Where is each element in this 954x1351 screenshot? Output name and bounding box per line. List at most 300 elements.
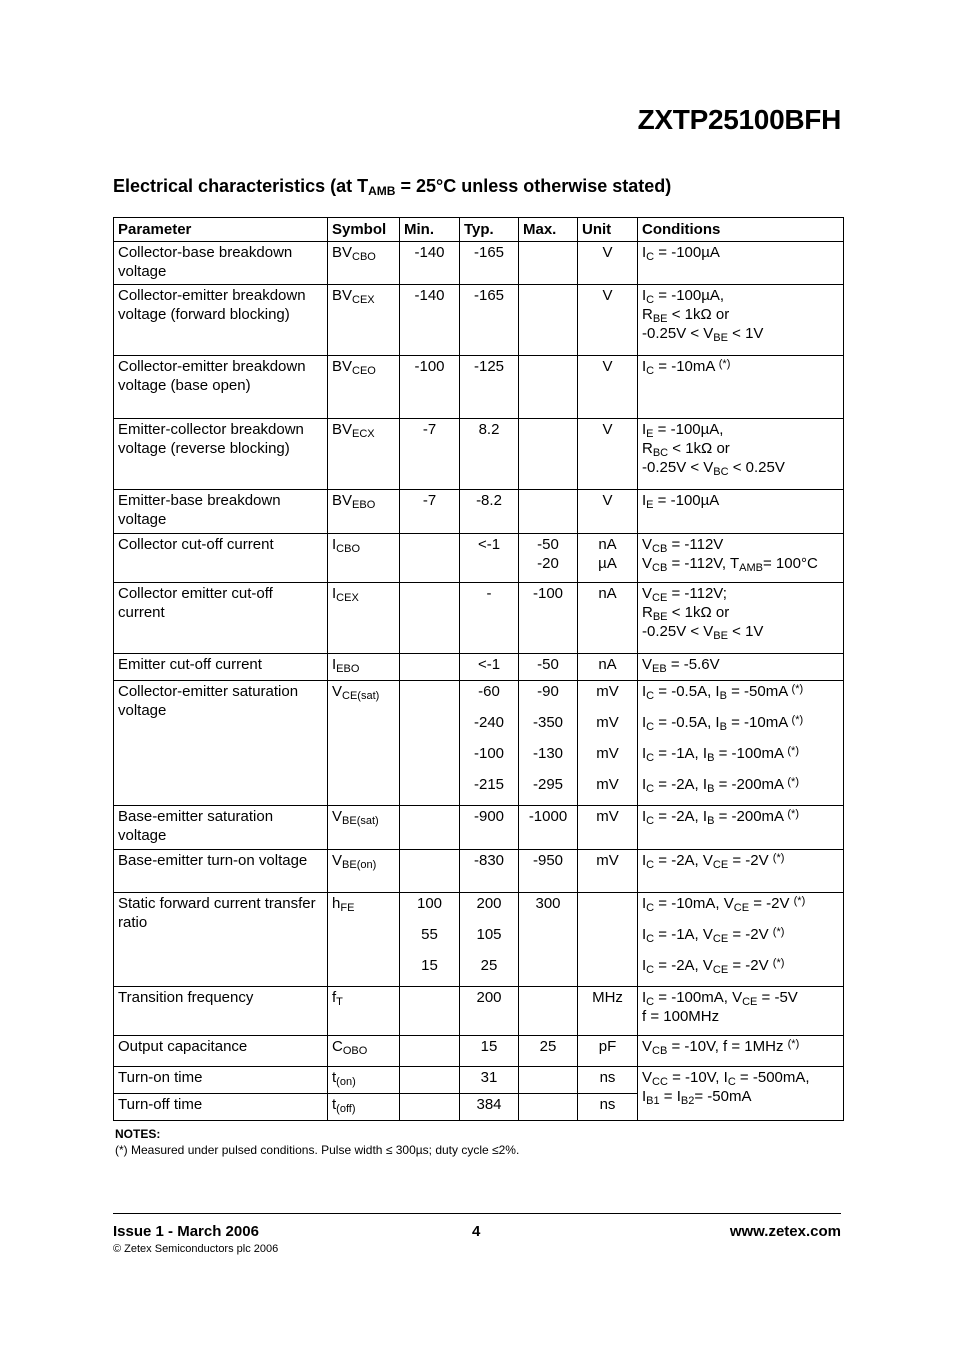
table-row — [114, 1067, 844, 1094]
max-cell — [519, 419, 578, 490]
min-cell — [400, 681, 460, 806]
condition-subscript: CE — [652, 592, 668, 604]
unit-value: nA — [598, 536, 617, 553]
parameter-cell: Collector emitter cut-off current — [114, 583, 328, 654]
unit-cell — [578, 242, 638, 285]
condition-note-marker: (*) — [772, 957, 785, 969]
max-value: -100 — [532, 585, 564, 602]
footer-website: www.zetex.com — [729, 1223, 841, 1240]
min-cell — [400, 490, 460, 534]
column-header: Unit — [578, 218, 638, 242]
table-body — [114, 242, 844, 1121]
table-row — [114, 806, 844, 850]
condition-subscript: CE — [712, 859, 729, 871]
max-value: -130 — [532, 745, 564, 762]
condition-subscript: B — [707, 783, 715, 795]
symbol-subscript: (on) — [336, 1076, 356, 1088]
condition-line — [642, 988, 839, 1007]
condition-text: = -2V — [728, 957, 773, 974]
symbol-subscript: CBO — [352, 251, 376, 263]
condition-text: I — [642, 776, 647, 793]
max-cell — [519, 356, 578, 419]
typ-cell — [460, 534, 519, 583]
symbol-cell — [328, 806, 400, 850]
condition-subscript: CB — [652, 1045, 668, 1057]
condition-line — [642, 622, 839, 641]
condition-subscript: CB — [652, 562, 668, 574]
condition-line — [642, 956, 839, 975]
condition-text: < 1kΩ or — [667, 306, 730, 323]
min-value: -7 — [422, 421, 437, 438]
parameter-cell: Static forward current transfer ratio — [114, 893, 328, 987]
table-row — [114, 583, 844, 654]
unit-cell — [578, 1094, 638, 1121]
condition-subscript: CB — [652, 543, 668, 555]
condition-line — [642, 535, 839, 554]
condition-text: < 0.25V — [728, 459, 785, 476]
column-header: Typ. — [460, 218, 519, 242]
typ-value: -8.2 — [476, 492, 502, 509]
condition-line — [642, 243, 839, 262]
condition-text: R — [642, 604, 653, 621]
condition-note-marker: (*) — [787, 776, 799, 788]
condition-text: V — [642, 1038, 653, 1055]
condition-text: I — [642, 745, 647, 762]
condition-text: -0.25V < V — [642, 623, 714, 640]
condition-text: = -100µA — [653, 492, 720, 509]
symbol-subscript: FE — [340, 902, 355, 914]
min-value: -140 — [414, 287, 445, 304]
typ-cell — [460, 654, 519, 681]
unit-value: V — [602, 244, 613, 261]
parameter-cell: Emitter-collector breakdown voltage (reverse blocking) — [114, 419, 328, 490]
condition-text: < 1V — [727, 623, 764, 640]
min-cell — [400, 534, 460, 583]
condition-text: = -50mA — [726, 683, 792, 700]
typ-cell — [460, 419, 519, 490]
condition-subscript: C — [646, 815, 655, 827]
symbol-subscript: (off) — [336, 1103, 356, 1115]
max-value: -50 — [537, 536, 559, 553]
unit-cell — [578, 987, 638, 1036]
symbol-cell — [328, 419, 400, 490]
condition-subscript: E — [646, 499, 654, 511]
condition-text: V — [642, 585, 653, 602]
max-value: -950 — [532, 852, 564, 869]
condition-subscript: E — [646, 428, 654, 440]
section-heading — [113, 176, 671, 197]
max-value: 300 — [535, 895, 561, 912]
condition-note-marker: (*) — [772, 926, 785, 938]
symbol-cell — [328, 850, 400, 893]
condition-subscript: B — [707, 815, 715, 827]
parameter-cell: Collector-base breakdown voltage — [114, 242, 328, 285]
condition-subscript: CE — [733, 902, 750, 914]
symbol-base: V — [332, 852, 343, 869]
max-value: -50 — [537, 656, 559, 673]
typ-cell — [460, 1036, 519, 1067]
symbol-subscript: CEO — [352, 365, 376, 377]
max-cell — [519, 1067, 578, 1094]
condition-text: V — [642, 536, 653, 553]
min-cell — [400, 583, 460, 654]
unit-value: V — [602, 492, 613, 509]
condition-line — [642, 458, 839, 477]
condition-text: = 100°C — [763, 555, 818, 572]
max-value: -350 — [532, 714, 564, 731]
min-cell — [400, 285, 460, 356]
condition-text: < 1V — [727, 325, 764, 342]
typ-value: -165 — [473, 287, 505, 304]
condition-text: = I — [659, 1088, 681, 1105]
conditions-cell — [638, 583, 844, 654]
typ-value: <-1 — [477, 656, 501, 673]
max-cell — [519, 681, 578, 806]
min-cell — [400, 850, 460, 893]
notes-text: (*) Measured under pulsed conditions. Pulse width ≤ 300µs; duty cycle ≤2%. — [115, 1143, 520, 1157]
condition-text: = -100µA, — [654, 287, 725, 304]
condition-subscript: B2 — [680, 1095, 695, 1107]
table-row — [114, 893, 844, 987]
condition-text: V — [642, 1069, 653, 1086]
symbol-cell — [328, 1094, 400, 1121]
unit-cell — [578, 654, 638, 681]
condition-note-marker: (*) — [772, 852, 785, 864]
min-cell — [400, 654, 460, 681]
symbol-cell — [328, 285, 400, 356]
max-cell — [519, 534, 578, 583]
condition-line — [642, 491, 839, 510]
max-value: -20 — [537, 555, 559, 572]
condition-note-marker: (*) — [791, 714, 804, 726]
condition-line — [642, 851, 839, 870]
condition-line — [642, 420, 839, 439]
condition-line — [642, 775, 839, 794]
conditions-cell — [638, 681, 844, 806]
condition-text: = -500mA, — [735, 1069, 810, 1086]
max-cell — [519, 893, 578, 987]
typ-cell — [460, 490, 519, 534]
parameter-cell: Collector-emitter breakdown voltage (base open) — [114, 356, 328, 419]
parameter-cell: Collector-emitter breakdown voltage (forward blocking) — [114, 285, 328, 356]
condition-text: -0.25V < V — [642, 325, 714, 342]
symbol-subscript: EBO — [352, 499, 376, 511]
condition-note-marker: (*) — [787, 1038, 800, 1050]
condition-line — [642, 713, 839, 732]
condition-text: = -0.5A, I — [654, 683, 720, 700]
document-title: ZXTP25100BFH — [637, 104, 841, 135]
condition-text: = -0.5A, I — [654, 714, 720, 731]
condition-text: I — [642, 244, 647, 261]
unit-cell — [578, 419, 638, 490]
max-cell — [519, 285, 578, 356]
typ-value: -100 — [473, 745, 505, 762]
table-header-row — [114, 218, 844, 242]
condition-subscript: C — [646, 859, 655, 871]
unit-cell — [578, 534, 638, 583]
footer-divider — [113, 1213, 841, 1214]
condition-text: I — [642, 989, 647, 1006]
symbol-base: I — [332, 536, 337, 553]
typ-value: 200 — [476, 989, 502, 1006]
unit-cell — [578, 850, 638, 893]
symbol-cell — [328, 893, 400, 987]
max-cell — [519, 490, 578, 534]
unit-value: mV — [596, 745, 619, 762]
table-row — [114, 534, 844, 583]
max-value: -1000 — [528, 808, 568, 825]
condition-line — [642, 1068, 839, 1087]
condition-text: I — [642, 492, 647, 509]
parameter-cell: Emitter cut-off current — [114, 654, 328, 681]
symbol-base: BV — [332, 244, 353, 261]
symbol-cell — [328, 1067, 400, 1094]
condition-text: = -1A, I — [654, 745, 708, 762]
unit-value: mV — [596, 714, 619, 731]
condition-text: R — [642, 306, 653, 323]
conditions-cell — [638, 806, 844, 850]
condition-subscript: C — [646, 933, 655, 945]
max-cell — [519, 242, 578, 285]
condition-subscript: B — [719, 721, 727, 733]
condition-text: = -200mA — [714, 776, 788, 793]
unit-value: V — [602, 287, 613, 304]
conditions-cell — [638, 1067, 844, 1121]
symbol-cell — [328, 681, 400, 806]
typ-value: -215 — [473, 776, 505, 793]
condition-subscript: BE — [652, 313, 668, 325]
condition-subscript: C — [646, 902, 655, 914]
unit-cell — [578, 806, 638, 850]
symbol-subscript: ECX — [352, 428, 375, 440]
condition-note-marker: (*) — [791, 683, 804, 695]
unit-value: nA — [598, 656, 617, 673]
symbol-base: V — [332, 683, 343, 700]
condition-line — [642, 1007, 839, 1026]
condition-subscript: B1 — [646, 1095, 660, 1107]
heading-suffix: = 25°C unless otherwise stated) — [395, 176, 672, 196]
min-cell — [400, 419, 460, 490]
min-cell — [400, 893, 460, 987]
typ-value: 105 — [476, 926, 502, 943]
condition-subscript: CE — [712, 933, 729, 945]
typ-cell — [460, 356, 519, 419]
condition-subscript: BE — [713, 332, 728, 344]
condition-text: I — [642, 358, 647, 375]
condition-subscript: CE — [742, 996, 758, 1008]
unit-value: mV — [596, 776, 619, 793]
typ-cell — [460, 681, 519, 806]
condition-line — [642, 925, 839, 944]
condition-subscript: C — [646, 964, 655, 976]
parameter-cell: Collector-emitter saturation voltage — [114, 681, 328, 806]
condition-text: -0.25V < V — [642, 459, 714, 476]
table-row — [114, 1036, 844, 1067]
condition-line — [642, 584, 839, 603]
condition-text: = -2V — [728, 926, 773, 943]
min-cell — [400, 806, 460, 850]
condition-line — [642, 603, 839, 622]
symbol-cell — [328, 987, 400, 1036]
condition-text: = -100µA — [654, 244, 720, 261]
unit-value: mV — [596, 852, 619, 869]
condition-line — [642, 439, 839, 458]
condition-text: = -2A, I — [654, 776, 708, 793]
condition-line — [642, 655, 839, 674]
condition-text: = -2V — [728, 852, 773, 869]
symbol-cell — [328, 356, 400, 419]
typ-value: 8.2 — [478, 421, 500, 438]
condition-text: f = 100MHz — [642, 1008, 720, 1025]
condition-text: < 1kΩ or — [667, 604, 730, 621]
condition-text: = -100µA, — [653, 421, 724, 438]
unit-value: pF — [598, 1038, 617, 1055]
unit-cell — [578, 583, 638, 654]
condition-text: I — [642, 287, 647, 304]
condition-text: = -10V, I — [667, 1069, 728, 1086]
condition-text: = -2A, I — [654, 808, 708, 825]
condition-text: = -2A, V — [654, 852, 713, 869]
condition-line — [642, 286, 839, 305]
condition-text: I — [642, 895, 647, 912]
condition-text: I — [642, 421, 647, 438]
parameter-cell: Transition frequency — [114, 987, 328, 1036]
typ-value: 31 — [480, 1069, 498, 1086]
max-cell — [519, 1094, 578, 1121]
unit-cell — [578, 490, 638, 534]
max-value: -295 — [532, 776, 564, 793]
typ-cell — [460, 242, 519, 285]
condition-text: I — [642, 1088, 647, 1105]
condition-subscript: C — [646, 996, 655, 1008]
typ-cell — [460, 1094, 519, 1121]
condition-subscript: CE — [712, 964, 729, 976]
condition-text: = -200mA — [714, 808, 788, 825]
max-value: -90 — [537, 683, 559, 700]
condition-text: < 1kΩ or — [668, 440, 730, 457]
condition-text: V — [642, 555, 653, 572]
conditions-cell — [638, 242, 844, 285]
condition-line — [642, 682, 839, 701]
condition-line — [642, 554, 839, 573]
unit-value: nA — [598, 585, 617, 602]
typ-cell — [460, 583, 519, 654]
typ-value: -60 — [478, 683, 500, 700]
typ-value: -125 — [473, 358, 505, 375]
min-cell — [400, 1094, 460, 1121]
parameter-cell: Output capacitance — [114, 1036, 328, 1067]
condition-subscript: BE — [713, 630, 728, 642]
parameter-cell: Base-emitter turn-on voltage — [114, 850, 328, 893]
unit-value: ns — [599, 1069, 616, 1086]
page-number: 4 — [472, 1223, 481, 1240]
unit-cell — [578, 1067, 638, 1094]
table-row — [114, 356, 844, 419]
condition-text: I — [642, 683, 647, 700]
condition-subscript: C — [727, 1076, 736, 1088]
typ-cell — [460, 987, 519, 1036]
parameter-cell: Collector cut-off current — [114, 534, 328, 583]
condition-text: = -5V — [757, 989, 798, 1006]
min-cell — [400, 1067, 460, 1094]
typ-value: -240 — [473, 714, 505, 731]
max-cell — [519, 583, 578, 654]
symbol-base: BV — [332, 358, 353, 375]
heading-prefix: Electrical characteristics (at T — [113, 176, 369, 196]
notes-title: NOTES: — [115, 1127, 161, 1141]
max-cell — [519, 850, 578, 893]
column-header: Conditions — [638, 218, 844, 242]
typ-value: 200 — [476, 895, 502, 912]
footer-issue: Issue 1 - March 2006 — [113, 1223, 259, 1240]
typ-value: -830 — [473, 852, 505, 869]
condition-text: = -10mA, V — [654, 895, 734, 912]
condition-subscript: EB — [652, 663, 667, 675]
unit-value: MHz — [592, 989, 623, 1006]
symbol-cell — [328, 583, 400, 654]
typ-value: -900 — [473, 808, 505, 825]
unit-cell — [578, 356, 638, 419]
column-header: Min. — [400, 218, 460, 242]
symbol-cell — [328, 242, 400, 285]
condition-text: R — [642, 440, 653, 457]
unit-cell — [578, 285, 638, 356]
condition-subscript: C — [646, 365, 655, 377]
condition-text: = -10mA — [726, 714, 792, 731]
condition-text: = -112V, T — [667, 555, 740, 572]
table-row — [114, 285, 844, 356]
typ-cell — [460, 806, 519, 850]
typ-value: <-1 — [477, 536, 501, 553]
condition-text: = -2V — [749, 895, 794, 912]
typ-cell — [460, 893, 519, 987]
condition-subscript: CC — [652, 1076, 668, 1088]
condition-subscript: C — [646, 752, 655, 764]
max-value: 25 — [539, 1038, 557, 1055]
column-header: Max. — [519, 218, 578, 242]
min-cell — [400, 242, 460, 285]
min-value: 15 — [421, 957, 438, 974]
condition-subscript: BC — [713, 466, 729, 478]
symbol-base: V — [332, 808, 343, 825]
min-value: -7 — [422, 492, 437, 509]
typ-value: 384 — [476, 1096, 502, 1113]
condition-line — [642, 305, 839, 324]
min-cell — [400, 1036, 460, 1067]
footer-copyright: © Zetex Semiconductors plc 2006 — [113, 1243, 279, 1255]
parameter-cell: Turn-on time — [114, 1067, 328, 1094]
min-cell — [400, 987, 460, 1036]
condition-note-marker: (*) — [787, 808, 799, 820]
parameter-cell: Emitter-base breakdown voltage — [114, 490, 328, 534]
condition-note-marker: (*) — [718, 358, 731, 370]
unit-cell — [578, 893, 638, 987]
condition-subscript: BC — [652, 447, 669, 459]
condition-subscript: C — [646, 251, 655, 263]
unit-value: mV — [596, 683, 619, 700]
min-value: -140 — [414, 244, 445, 261]
table-row — [114, 850, 844, 893]
condition-text: I — [642, 957, 647, 974]
symbol-subscript: BE(sat) — [342, 815, 379, 827]
symbol-base: t — [332, 1096, 337, 1113]
heading-subscript: AMB — [368, 184, 396, 198]
condition-text: = -100mA, V — [654, 989, 743, 1006]
condition-text: = -112V; — [667, 585, 727, 602]
max-cell — [519, 1036, 578, 1067]
symbol-cell — [328, 1036, 400, 1067]
symbol-base: I — [332, 585, 337, 602]
